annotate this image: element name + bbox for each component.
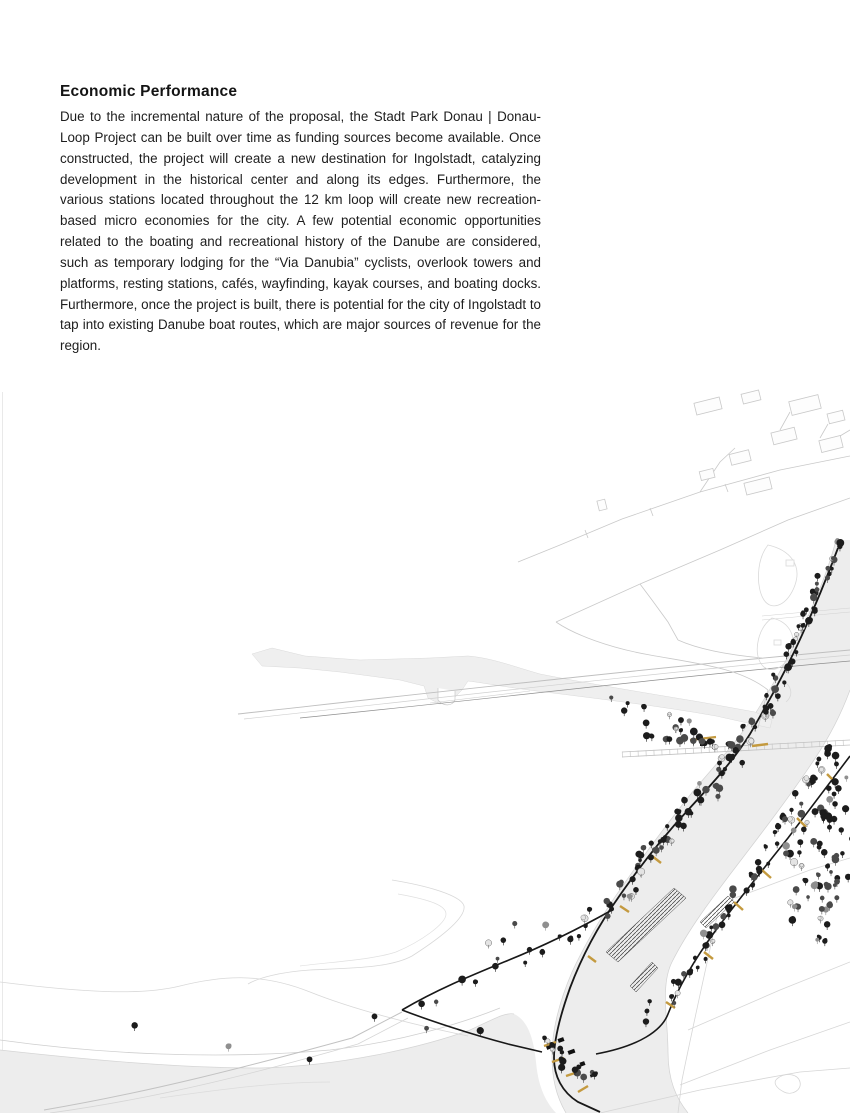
canal <box>252 648 772 728</box>
economic-performance-section <box>60 83 541 357</box>
section-heading: Economic Performance <box>60 83 238 100</box>
site-plan-svg <box>0 388 850 1113</box>
section-paragraph: Due to the incremental nature of the proposal, the Stadt Park Donau | Donau-Loop Project can be built over time as funding sources become available. Once constructed, the project will create a new destination for Ingolstadt, catalyzing development in the historical center and along its edges. Furthermore, the various stations located throughout the 12 km loop will create new recreation-based micro economies for the city. A few potential economic opportunities related to the boating and recreational history of the Danube are considered, such as temporary lodging for the “Via Danubia” cyclists, overlook towers and platforms, resting stations, cafés, wayfinding, kayak courses, and boating docks. Furthermore, once the project is built, there is potential for the city of Ingolstadt to tap into existing Danube boat routes, which are major sources of revenue for the region. <box>60 109 541 354</box>
site-plan-map <box>0 388 850 1113</box>
